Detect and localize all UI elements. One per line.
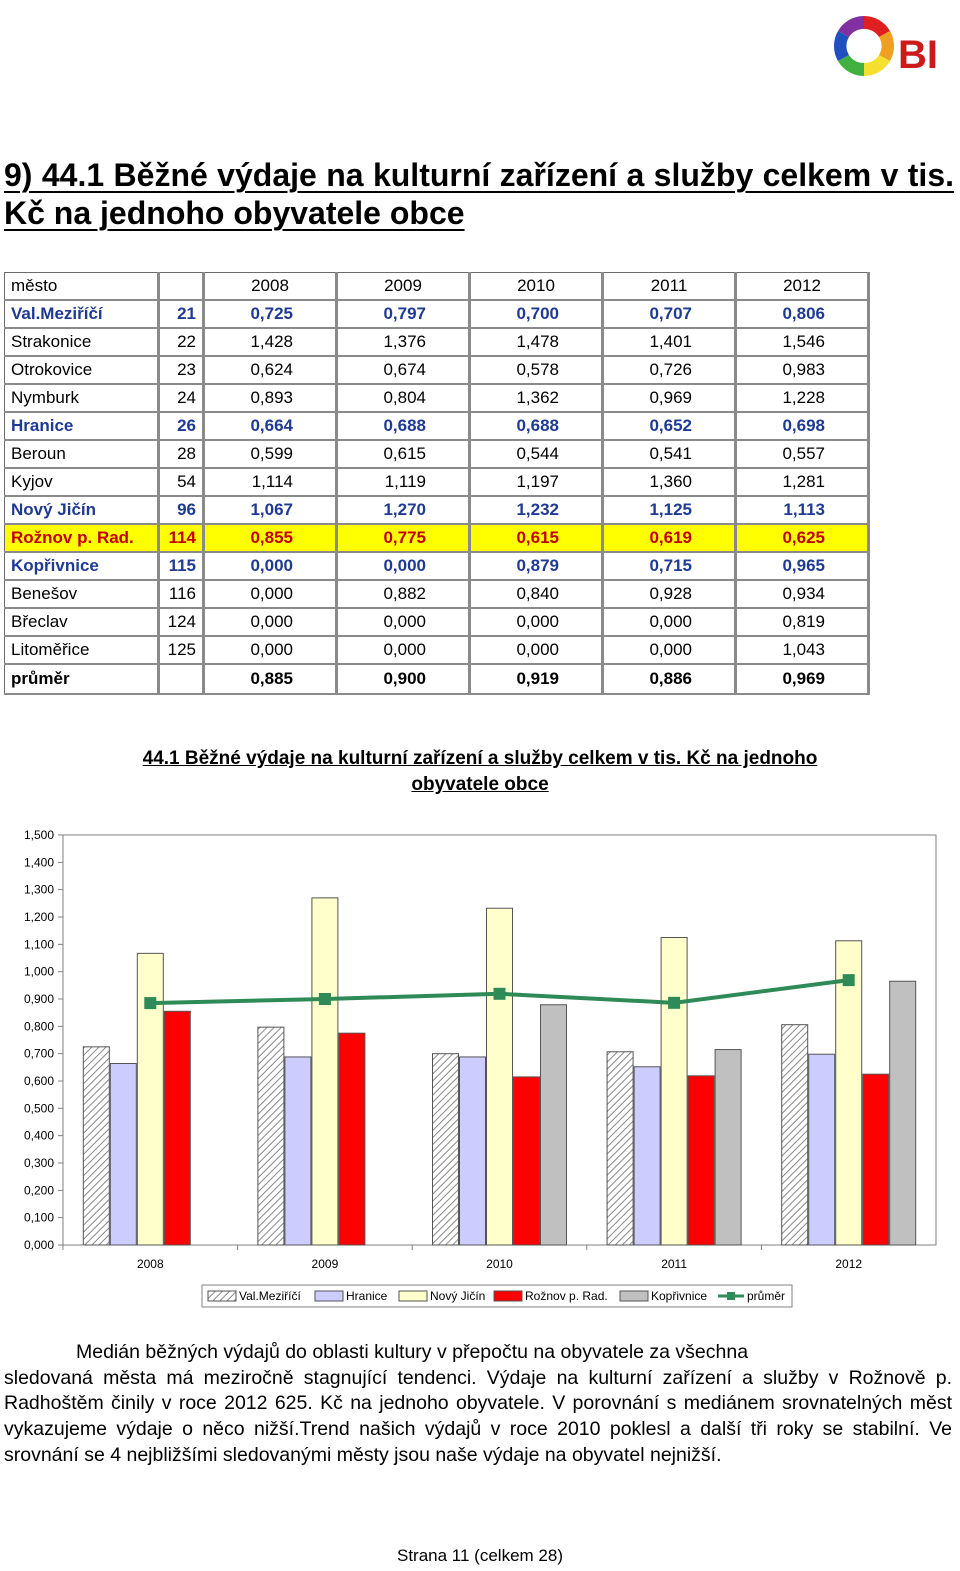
column-header: 2009 (337, 273, 470, 301)
legend-label: Val.Meziříčí (239, 1289, 301, 1303)
table-row (5, 496, 869, 524)
point-prumer (144, 997, 156, 1009)
city-cell: Kyjov (5, 468, 159, 496)
y-tick-label: 0,000 (23, 1238, 54, 1252)
rank-cell: 23 (159, 356, 204, 384)
table-row (5, 552, 869, 580)
table-row (5, 664, 869, 694)
value-cell: 0,969 (736, 664, 869, 694)
value-cell: 0,882 (337, 580, 470, 608)
rank-cell (159, 664, 204, 694)
value-cell: 0,000 (603, 636, 736, 664)
value-cell: 0,885 (204, 664, 337, 694)
bar-hranice (809, 1054, 835, 1245)
legend-label: Kopřivnice (651, 1289, 708, 1303)
value-cell: 0,886 (603, 664, 736, 694)
rank-cell: 125 (159, 636, 204, 664)
x-tick-label: 2011 (661, 1257, 688, 1271)
value-cell: 0,804 (337, 384, 470, 412)
rank-cell: 115 (159, 552, 204, 580)
city-cell: Hranice (5, 412, 159, 440)
value-cell: 0,619 (603, 524, 736, 552)
y-tick-label: 0,700 (23, 1046, 54, 1061)
value-cell: 0,700 (470, 300, 603, 328)
value-cell: 1,281 (736, 468, 869, 496)
value-cell: 0,797 (337, 300, 470, 328)
table-header-row (5, 273, 869, 301)
rank-cell: 28 (159, 440, 204, 468)
point-prumer (843, 974, 855, 986)
rank-cell: 24 (159, 384, 204, 412)
table-row (5, 356, 869, 384)
value-cell: 1,113 (736, 496, 869, 524)
bar-hranice (460, 1057, 486, 1245)
city-cell: Nymburk (5, 384, 159, 412)
table-row (5, 412, 869, 440)
bar-ro-nov-p-rad- (514, 1077, 540, 1245)
value-cell: 0,000 (337, 552, 470, 580)
value-cell: 1,125 (603, 496, 736, 524)
rank-cell: 54 (159, 468, 204, 496)
value-cell: 0,715 (603, 552, 736, 580)
bar-hranice (634, 1067, 660, 1245)
value-cell: 0,674 (337, 356, 470, 384)
x-tick-label: 2008 (136, 1257, 164, 1271)
point-prumer (319, 993, 331, 1005)
value-cell: 1,546 (736, 328, 869, 356)
legend-label: Rožnov p. Rad. (525, 1289, 608, 1303)
value-cell: 1,478 (470, 328, 603, 356)
table-row (5, 440, 869, 468)
bar-val-mezi- (83, 1047, 109, 1245)
value-cell: 0,928 (603, 580, 736, 608)
value-cell: 0,725 (204, 300, 337, 328)
value-cell: 0,599 (204, 440, 337, 468)
bar-kop-ivnice (890, 981, 916, 1245)
value-cell: 0,652 (603, 412, 736, 440)
column-header: 2012 (736, 273, 869, 301)
city-cell: Rožnov p. Rad. (5, 524, 159, 552)
value-cell: 1,360 (603, 468, 736, 496)
bar-ro-nov-p-rad- (688, 1076, 714, 1245)
city-cell: Nový Jičín (5, 496, 159, 524)
rank-cell: 116 (159, 580, 204, 608)
value-cell: 0,541 (603, 440, 736, 468)
value-cell: 1,232 (470, 496, 603, 524)
bar-kop-ivnice (541, 1005, 567, 1245)
city-cell: Otrokovice (5, 356, 159, 384)
value-cell: 0,000 (204, 580, 337, 608)
value-cell: 0,969 (603, 384, 736, 412)
y-tick-label: 0,900 (23, 992, 54, 1006)
y-tick-label: 0,300 (23, 1156, 54, 1170)
bar-kop-ivnice (715, 1050, 741, 1245)
city-cell: průměr (5, 664, 159, 694)
chart-title: 44.1 Běžné výdaje na kulturní zařízení a služby celkem v tis. Kč na jednoho obyvatele obce (142, 748, 818, 795)
value-cell: 0,578 (470, 356, 603, 384)
value-cell: 0,688 (337, 412, 470, 440)
value-cell: 0,000 (603, 608, 736, 636)
column-header: město (5, 273, 159, 301)
table-row (5, 636, 869, 664)
rank-cell: 96 (159, 496, 204, 524)
rank-cell: 26 (159, 412, 204, 440)
value-cell: 0,707 (603, 300, 736, 328)
value-cell: 1,376 (337, 328, 470, 356)
point-prumer (494, 988, 506, 1000)
paragraph-rest: sledovaná města má meziročně stagnující tendenci. Výdaje na kulturní zařízení a služby v Rožnově p. Radhoštěm činily v roce 2012 625. Kč na jednoho obyvatele. V porovnání s mediánem srovnatelných měst vykazujeme výdaje o něco nižší.Trend našich výdajů v roce 2010 poklesl a další tři roky se stabilní. Ve srovnání se 4 nejbližšími sledovanými městy jsou naše výdaje na obyvatel nejnižší. (4, 1366, 952, 1466)
legend-swatch (315, 1291, 343, 1301)
x-tick-label: 2009 (311, 1257, 339, 1271)
bar-ro-nov-p-rad- (164, 1011, 190, 1245)
column-header: 2011 (603, 273, 736, 301)
value-cell: 0,625 (736, 524, 869, 552)
rank-cell: 124 (159, 608, 204, 636)
city-cell: Beroun (5, 440, 159, 468)
bar-nov-ji-n (312, 898, 338, 1245)
table-row (5, 384, 869, 412)
y-tick-label: 0,100 (23, 1210, 54, 1225)
value-cell: 1,197 (470, 468, 603, 496)
chart-legend (202, 1285, 792, 1307)
value-cell: 0,624 (204, 356, 337, 384)
value-cell: 0,698 (736, 412, 869, 440)
y-tick-label: 1,200 (23, 910, 54, 924)
bar-val-mezi- (607, 1052, 633, 1245)
legend-swatch (620, 1291, 648, 1301)
logo-ring (834, 16, 894, 76)
value-cell: 0,900 (337, 664, 470, 694)
value-cell: 1,114 (204, 468, 337, 496)
y-tick-label: 1,000 (23, 964, 54, 979)
x-tick-label: 2010 (486, 1257, 513, 1271)
legend-swatch (494, 1291, 522, 1301)
value-cell: 0,726 (603, 356, 736, 384)
y-tick-label: 0,400 (23, 1128, 54, 1143)
y-tick-label: 0,600 (23, 1074, 54, 1088)
value-cell: 0,983 (736, 356, 869, 384)
value-cell: 0,775 (337, 524, 470, 552)
bar-val-mezi- (258, 1027, 284, 1245)
city-cell: Benešov (5, 580, 159, 608)
value-cell: 1,228 (736, 384, 869, 412)
rank-cell: 114 (159, 524, 204, 552)
column-header (159, 273, 204, 301)
value-cell: 0,000 (470, 636, 603, 664)
x-tick-label: 2012 (835, 1257, 863, 1271)
data-table (4, 272, 870, 695)
value-cell: 0,615 (337, 440, 470, 468)
table-row (5, 524, 869, 552)
value-cell: 1,362 (470, 384, 603, 412)
value-cell: 0,806 (736, 300, 869, 328)
value-cell: 0,965 (736, 552, 869, 580)
value-cell: 0,615 (470, 524, 603, 552)
value-cell: 0,855 (204, 524, 337, 552)
city-cell: Val.Meziříčí (5, 300, 159, 328)
paragraph-first-line: Medián běžných výdajů do oblasti kultury v přepočtu na obyvatele za všechna (76, 1341, 749, 1363)
table-row (5, 300, 869, 328)
y-tick-label: 1,100 (23, 937, 54, 952)
value-cell: 1,119 (337, 468, 470, 496)
table-row (5, 608, 869, 636)
value-cell: 0,819 (736, 608, 869, 636)
value-cell: 0,934 (736, 580, 869, 608)
legend-label: Nový Jičín (430, 1289, 486, 1303)
point-prumer (668, 997, 680, 1009)
value-cell: 0,000 (337, 608, 470, 636)
legend-label: průměr (747, 1289, 786, 1303)
value-cell: 0,879 (470, 552, 603, 580)
value-cell: 0,544 (470, 440, 603, 468)
y-tick-label: 1,400 (23, 855, 54, 870)
legend-swatch (727, 1292, 735, 1300)
value-cell: 1,270 (337, 496, 470, 524)
table-row (5, 328, 869, 356)
value-cell: 0,000 (204, 608, 337, 636)
page-footer: Strana 11 (celkem 28) (397, 1546, 563, 1565)
city-cell: Strakonice (5, 328, 159, 356)
rank-cell: 22 (159, 328, 204, 356)
value-cell: 1,067 (204, 496, 337, 524)
bar-nov-ji-n (661, 938, 687, 1246)
value-cell: 1,428 (204, 328, 337, 356)
value-cell: 0,000 (204, 636, 337, 664)
bar-hranice (285, 1057, 311, 1245)
legend-swatch (399, 1291, 427, 1301)
y-tick-label: 1,300 (23, 882, 54, 897)
value-cell: 1,043 (736, 636, 869, 664)
value-cell: 0,840 (470, 580, 603, 608)
value-cell: 0,000 (470, 608, 603, 636)
bar-nov-ji-n (836, 941, 862, 1245)
page-heading: 9) 44.1 Běžné výdaje na kulturní zařízení a služby celkem v tis. Kč na jednoho obyvatele obce (4, 157, 954, 231)
legend-label: Hranice (346, 1289, 388, 1303)
city-cell: Břeclav (5, 608, 159, 636)
y-tick-label: 0,800 (23, 1019, 54, 1034)
value-cell: 0,664 (204, 412, 337, 440)
logo (826, 8, 946, 88)
value-cell: 0,000 (204, 552, 337, 580)
bar-nov-ji-n (487, 908, 513, 1245)
value-cell: 0,000 (337, 636, 470, 664)
table-row (5, 580, 869, 608)
value-cell: 0,557 (736, 440, 869, 468)
y-tick-label: 0,500 (23, 1101, 54, 1116)
bar-hranice (110, 1064, 136, 1245)
bar-val-mezi- (433, 1054, 459, 1245)
value-cell: 0,919 (470, 664, 603, 694)
y-tick-label: 0,200 (23, 1183, 54, 1198)
logo-text: BI (898, 33, 938, 77)
legend-swatch (208, 1291, 236, 1301)
column-header: 2008 (204, 273, 337, 301)
table-row (5, 468, 869, 496)
rank-cell: 21 (159, 300, 204, 328)
summary-paragraph (4, 1340, 952, 1469)
bar-ro-nov-p-rad- (863, 1074, 889, 1245)
y-tick-label: 1,500 (23, 828, 54, 842)
city-cell: Kopřivnice (5, 552, 159, 580)
bar-ro-nov-p-rad- (339, 1033, 365, 1245)
bar-val-mezi- (782, 1025, 808, 1245)
bar-chart (0, 820, 960, 1310)
value-cell: 0,893 (204, 384, 337, 412)
value-cell: 0,688 (470, 412, 603, 440)
column-header: 2010 (470, 273, 603, 301)
value-cell: 1,401 (603, 328, 736, 356)
city-cell: Litoměřice (5, 636, 159, 664)
